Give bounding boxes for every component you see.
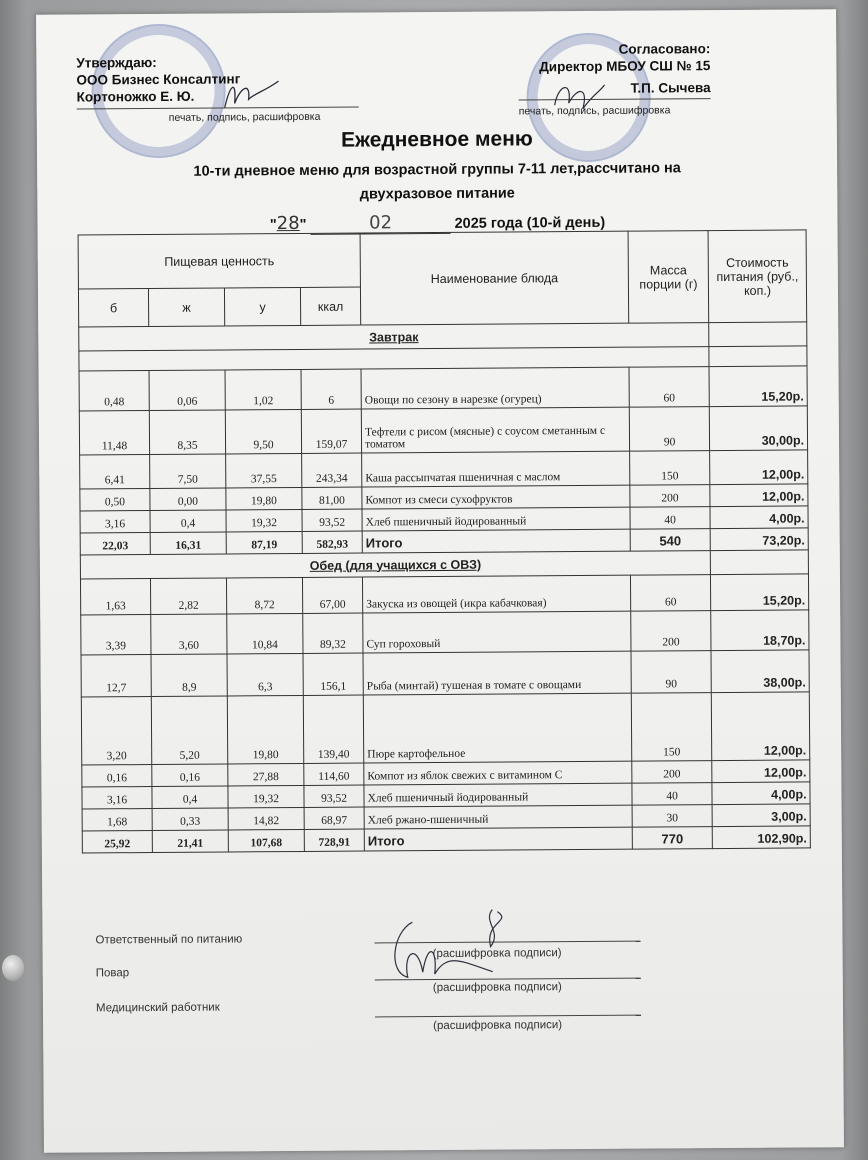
dish-name: Закуска из овощей (икра кабачковая)	[363, 575, 631, 613]
nutrition-zh: 5,20	[151, 696, 227, 765]
nutrition-b: 3,16	[80, 511, 150, 533]
approval-caption: печать, подпись, расшифровка	[168, 110, 321, 124]
nutrition-b: 1,68	[82, 809, 152, 831]
portion-mass: 200	[631, 611, 711, 652]
nutrition-kcal: 81,00	[302, 487, 362, 509]
table-row	[79, 406, 807, 455]
cook-signature-icon	[372, 901, 533, 1002]
nutrition-u: 19,32	[226, 509, 302, 532]
nutrition-b: 0,48	[79, 371, 149, 411]
header-cost: Стоимость питания (руб., коп.)	[708, 230, 807, 323]
nutrition-kcal: 243,34	[302, 453, 362, 487]
agreement-person: Т.П. Сычева	[630, 80, 711, 96]
meal-cost: 15,20р.	[711, 574, 809, 611]
agreement-title: Согласовано:	[618, 41, 711, 57]
meal-cost: 18,70р.	[711, 610, 809, 651]
portion-mass: 90	[629, 407, 709, 452]
breakfast-rows	[79, 366, 808, 533]
cook-caption: (расшифровка подписи)	[432, 981, 562, 995]
nutrition-u: 19,32	[228, 785, 304, 808]
date-day: 28	[276, 212, 300, 235]
meal-cost: 30,00р.	[709, 406, 807, 451]
nutrition-zh: 0,16	[152, 764, 228, 787]
document-subtitle-2: двухразовое питание	[359, 185, 515, 203]
total-nutrition-zh: 16,31	[150, 532, 226, 555]
table-row	[80, 450, 808, 489]
dish-name: Суп гороховый	[363, 611, 631, 653]
lunch-total-row	[82, 826, 810, 853]
nutrition-kcal: 67,00	[302, 577, 362, 613]
nutrition-kcal: 93,52	[304, 785, 364, 807]
total-portion-mass: 770	[632, 827, 712, 850]
portion-mass: 40	[632, 783, 712, 806]
medic-line	[375, 1015, 641, 1018]
meal-cost: 3,00р.	[712, 804, 810, 827]
document-title: Ежедневное меню	[340, 127, 533, 152]
total-portion-mass: 540	[630, 529, 710, 552]
nutrition-b: 3,39	[81, 615, 151, 655]
dish-name: Овощи по сезону в нарезке (огурец)	[361, 367, 629, 409]
nutrition-zh: 7,50	[150, 454, 226, 489]
medic-label: Медицинский работник	[95, 1001, 220, 1015]
dish-name: Хлеб ржано-пшеничный	[364, 805, 632, 829]
table-header-row	[78, 230, 806, 289]
date-quote-open: "	[269, 217, 277, 234]
nutrition-u: 27,88	[228, 763, 304, 786]
header-zh: ж	[148, 288, 224, 327]
table-row	[81, 610, 809, 655]
header-dish: Наименование блюда	[360, 231, 629, 325]
medic-caption: (расшифровка подписи)	[433, 1019, 563, 1033]
document-subtitle-1: 10-ти дневное меню для возрастной группы 7-11 лет,рассчитано на	[193, 160, 681, 180]
nutrition-zh: 8,35	[149, 410, 225, 455]
menu-sheet	[36, 9, 844, 1153]
nutrition-b: 3,16	[82, 787, 152, 809]
approval-org: ООО Бизнес Консалтинг	[76, 71, 241, 88]
date-quote-close: "	[299, 216, 307, 233]
dish-name: Компот из смеси сухофруктов	[362, 485, 630, 509]
menu-table	[78, 229, 811, 853]
meal-cost: 12,00р.	[712, 760, 810, 783]
meal-cost: 4,00р.	[710, 506, 808, 529]
table-row	[80, 574, 808, 615]
nutrition-u: 19,80	[226, 487, 302, 510]
nutrition-zh: 8,9	[151, 654, 227, 697]
portion-mass: 30	[632, 805, 712, 828]
portion-mass: 200	[632, 761, 712, 784]
nutrition-b: 6,41	[80, 455, 150, 489]
nutrition-zh: 3,60	[151, 614, 227, 655]
nutrition-u: 19,80	[227, 695, 303, 764]
date-month: 02	[310, 212, 450, 235]
dish-name: Рыба (минтай) тушеная в томате с овощами	[363, 651, 631, 695]
total-dish-name: Итого	[362, 529, 630, 553]
dish-name: Пюре картофельное	[363, 693, 631, 763]
nutrition-kcal: 114,60	[304, 763, 364, 785]
total-nutrition-kcal: 582,93	[302, 531, 362, 553]
approval-title: Утверждаю:	[76, 54, 157, 71]
nutrition-kcal: 156,1	[303, 653, 363, 695]
total-nutrition-kcal: 728,91	[304, 829, 364, 851]
responsible-label: Ответственный по питанию	[95, 933, 243, 947]
nutrition-zh: 0,06	[149, 370, 225, 411]
total-meal-cost: 102,90р.	[712, 826, 810, 849]
dish-name: Хлеб пшеничный йодированный	[364, 783, 632, 807]
lunch-rows	[80, 574, 810, 831]
empty-cell	[710, 550, 808, 575]
nutrition-b: 0,50	[80, 489, 150, 511]
meal-cost: 38,00р.	[711, 650, 809, 693]
nutrition-b: 11,48	[79, 411, 149, 455]
table-row	[79, 366, 807, 411]
dish-name: Хлеб пшеничный йодированный	[362, 507, 630, 531]
nutrition-u: 1,02	[225, 369, 301, 410]
nutrition-kcal: 93,52	[302, 509, 362, 531]
date-rest: 2025 года (10-й день)	[454, 214, 606, 232]
total-dish-name: Итого	[364, 827, 632, 851]
portion-mass: 60	[629, 367, 709, 408]
nutrition-zh: 0,00	[150, 488, 226, 511]
portion-mass: 150	[630, 451, 710, 486]
header-kcal: ккал	[300, 287, 360, 325]
portion-mass: 150	[631, 693, 711, 762]
header-mass: Масса порции (г)	[628, 231, 709, 324]
nutrition-zh: 0,33	[152, 808, 228, 831]
table-row	[81, 692, 810, 765]
approval-person: Кортоножко Е. Ю.	[76, 88, 195, 105]
nutrition-zh: 0,4	[152, 786, 228, 809]
nutrition-u: 10,84	[227, 613, 303, 654]
total-nutrition-b: 22,03	[80, 533, 150, 555]
breakfast-label: Завтрак	[79, 323, 709, 351]
nutrition-kcal: 159,07	[301, 409, 361, 453]
total-nutrition-u: 87,19	[226, 531, 302, 554]
dish-name: Тефтели с рисом (мясные) с соусом сметанным с томатом	[361, 407, 629, 453]
total-nutrition-zh: 21,41	[152, 830, 228, 853]
nutrition-zh: 0,4	[150, 510, 226, 533]
meal-cost: 12,00р.	[710, 484, 808, 507]
total-nutrition-b: 25,92	[82, 831, 152, 853]
nutrition-u: 9,50	[225, 409, 301, 454]
empty-cell	[709, 346, 807, 367]
agreement-signature-icon	[548, 75, 608, 115]
portion-mass: 200	[630, 485, 710, 508]
cook-label: Повар	[95, 967, 130, 980]
agreement-caption: печать, подпись, расшифровка	[518, 104, 671, 118]
total-meal-cost: 73,20р.	[710, 528, 808, 551]
meal-cost: 12,00р.	[710, 450, 808, 485]
nutrition-u: 8,72	[226, 577, 302, 614]
portion-mass: 90	[631, 651, 711, 694]
nutrition-b: 12,7	[81, 655, 151, 697]
dish-name: Компот из яблок свежих с витамином С	[364, 761, 632, 785]
bolt-head-left	[2, 955, 24, 981]
approval-signature-icon	[216, 73, 286, 113]
nutrition-kcal: 68,97	[304, 807, 364, 829]
nutrition-kcal: 6	[301, 369, 361, 409]
nutrition-b: 1,63	[80, 579, 150, 615]
empty-cell	[709, 322, 807, 347]
nutrition-kcal: 139,40	[303, 695, 364, 763]
lunch-label: Обед (для учащихся с ОВЗ)	[80, 551, 710, 579]
dish-name: Каша рассыпчатая пшеничная с маслом	[362, 451, 630, 487]
table-row	[81, 650, 809, 697]
header-b: б	[78, 289, 148, 327]
portion-mass: 60	[631, 575, 711, 612]
nutrition-kcal: 89,32	[303, 613, 363, 653]
nutrition-u: 6,3	[227, 653, 303, 696]
nutrition-b: 0,16	[82, 765, 152, 787]
meal-cost: 15,20р.	[709, 366, 807, 407]
agreement-org: Директор МБОУ СШ № 15	[539, 58, 711, 75]
header-nutrition: Пищевая ценность	[78, 233, 360, 289]
nutrition-u: 14,82	[228, 807, 304, 830]
portion-mass: 40	[630, 507, 710, 530]
meal-cost: 12,00р.	[711, 692, 809, 761]
header-u: у	[224, 287, 300, 326]
nutrition-b: 3,20	[81, 697, 151, 765]
meal-cost: 4,00р.	[712, 782, 810, 805]
nutrition-zh: 2,82	[150, 578, 226, 615]
nutrition-u: 37,55	[226, 453, 302, 488]
total-nutrition-u: 107,68	[228, 829, 304, 852]
responsible-caption: (расшифровка подписи)	[432, 947, 562, 961]
